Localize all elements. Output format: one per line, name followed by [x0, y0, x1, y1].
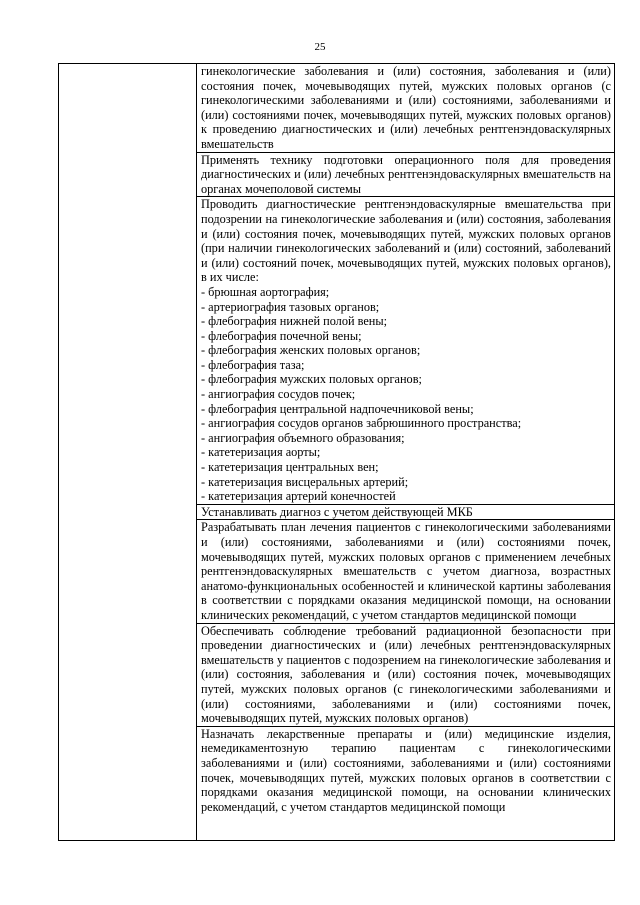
table-row: [197, 624, 614, 727]
table-right-column: [197, 64, 614, 840]
table-row: [197, 153, 614, 198]
list-item: - ангиография объемного образования;: [201, 430, 405, 445]
list-item: - брюшная аортография;: [201, 284, 330, 299]
table-row: [197, 197, 614, 504]
row-text: Устанавливать диагноз с учетом действующей МКБ: [201, 504, 473, 519]
list-item: - флебография мужских половых органов;: [201, 372, 422, 387]
list-item: - флебография нижней полой вены;: [201, 314, 388, 329]
requirements-table: [58, 63, 615, 841]
table-row: [197, 505, 614, 521]
list-item: - катетеризация висцеральных артерий;: [201, 474, 409, 489]
table-row: [197, 727, 614, 815]
list-item: - ангиография сосудов органов забрюшинного пространства;: [201, 416, 522, 431]
row-text: Разрабатывать план лечения пациентов с гинекологическими заболеваниями и (или) состояниями, заболеваниями и (или) состояниями почек, мочевыводящих путей, мужских половых органов с применением лечебных рентгенэндоваскулярных вмешательств с учетом диагноза, возрастных анатомо-функциональных особенностей и клинической картины заболевания в соответствии с порядками оказания медицинской помощи, на основании клинических рекомендаций, с учетом стандартов медицинской помощи: [201, 520, 611, 622]
table-row: [197, 64, 614, 153]
list-item: - флебография женских половых органов;: [201, 343, 421, 358]
list-item: - катетеризация центральных вен;: [201, 460, 379, 475]
row-text: гинекологические заболевания и (или) состояния, заболевания и (или) состояния почек, мочевыводящих путей, мужских половых органов (с гинекологическими заболеваниями и (или) состояниями, заболеваниями и (или) состояниями почек, мочевыводящих путей, мужских половых органов) к проведению диагностических и (или) лечебных рентгенэндоваскулярных вмешательств: [201, 64, 611, 151]
row-text: Назначать лекарственные препараты и (или) медицинские изделия, немедикаментозную терапию пациентам с гинекологическими заболеваниями и (или) состояниями, заболеваниями и (или) состояниями почек, мочевыводящих путей, мужских половых органов в соответствии с порядками оказания медицинской помощи, на основании клинических рекомендаций, с учетом стандартов медицинской помощи: [201, 726, 611, 814]
list-item: - ангиография сосудов почек;: [201, 387, 356, 402]
row-text: Проводить диагностические рентгенэндоваскулярные вмешательства при подозрении на гинекологические заболевания и (или) состояния, заболевания и (или) состояния почек, мочевыводящих путей, мужских половых органов (при наличии гинекологических заболеваний и (или) состояний, заболеваний и (или) состояний почек, мочевыводящих путей, мужских половых органов), в их числе:: [201, 197, 611, 285]
list-item: - флебография центральной надпочечниковой вены;: [201, 401, 474, 416]
row-text: Обеспечивать соблюдение требований радиационной безопасности при проведении диагностических и (или) лечебных рентгенэндоваскулярных вмешательств у пациентов с подозрением на гинекологические заболевания и (или) состояния, заболевания и (или) состояния почек, мочевыводящих путей, мужских половых органов (с гинекологическими заболеваниями и (или) состояниями, заболеваниями и (или) состояниями почек, мочевыводящих путей, мужских половых органов): [201, 623, 611, 726]
list-item: - артериография тазовых органов;: [201, 299, 380, 314]
list-item: - флебография почечной вены;: [201, 328, 362, 343]
list-item: - катетеризация артерий конечностей: [201, 489, 396, 504]
page-number: 25: [314, 41, 326, 53]
list-item: - катетеризация аорты;: [201, 445, 321, 460]
row-text: Применять технику подготовки операционного поля для проведения диагностических и (или) лечебных рентгенэндоваскулярных вмешательств на органах мочеполовой системы: [201, 152, 611, 196]
table-row: [197, 520, 614, 623]
table-left-column: [59, 64, 197, 840]
list-item: - флебография таза;: [201, 357, 305, 372]
